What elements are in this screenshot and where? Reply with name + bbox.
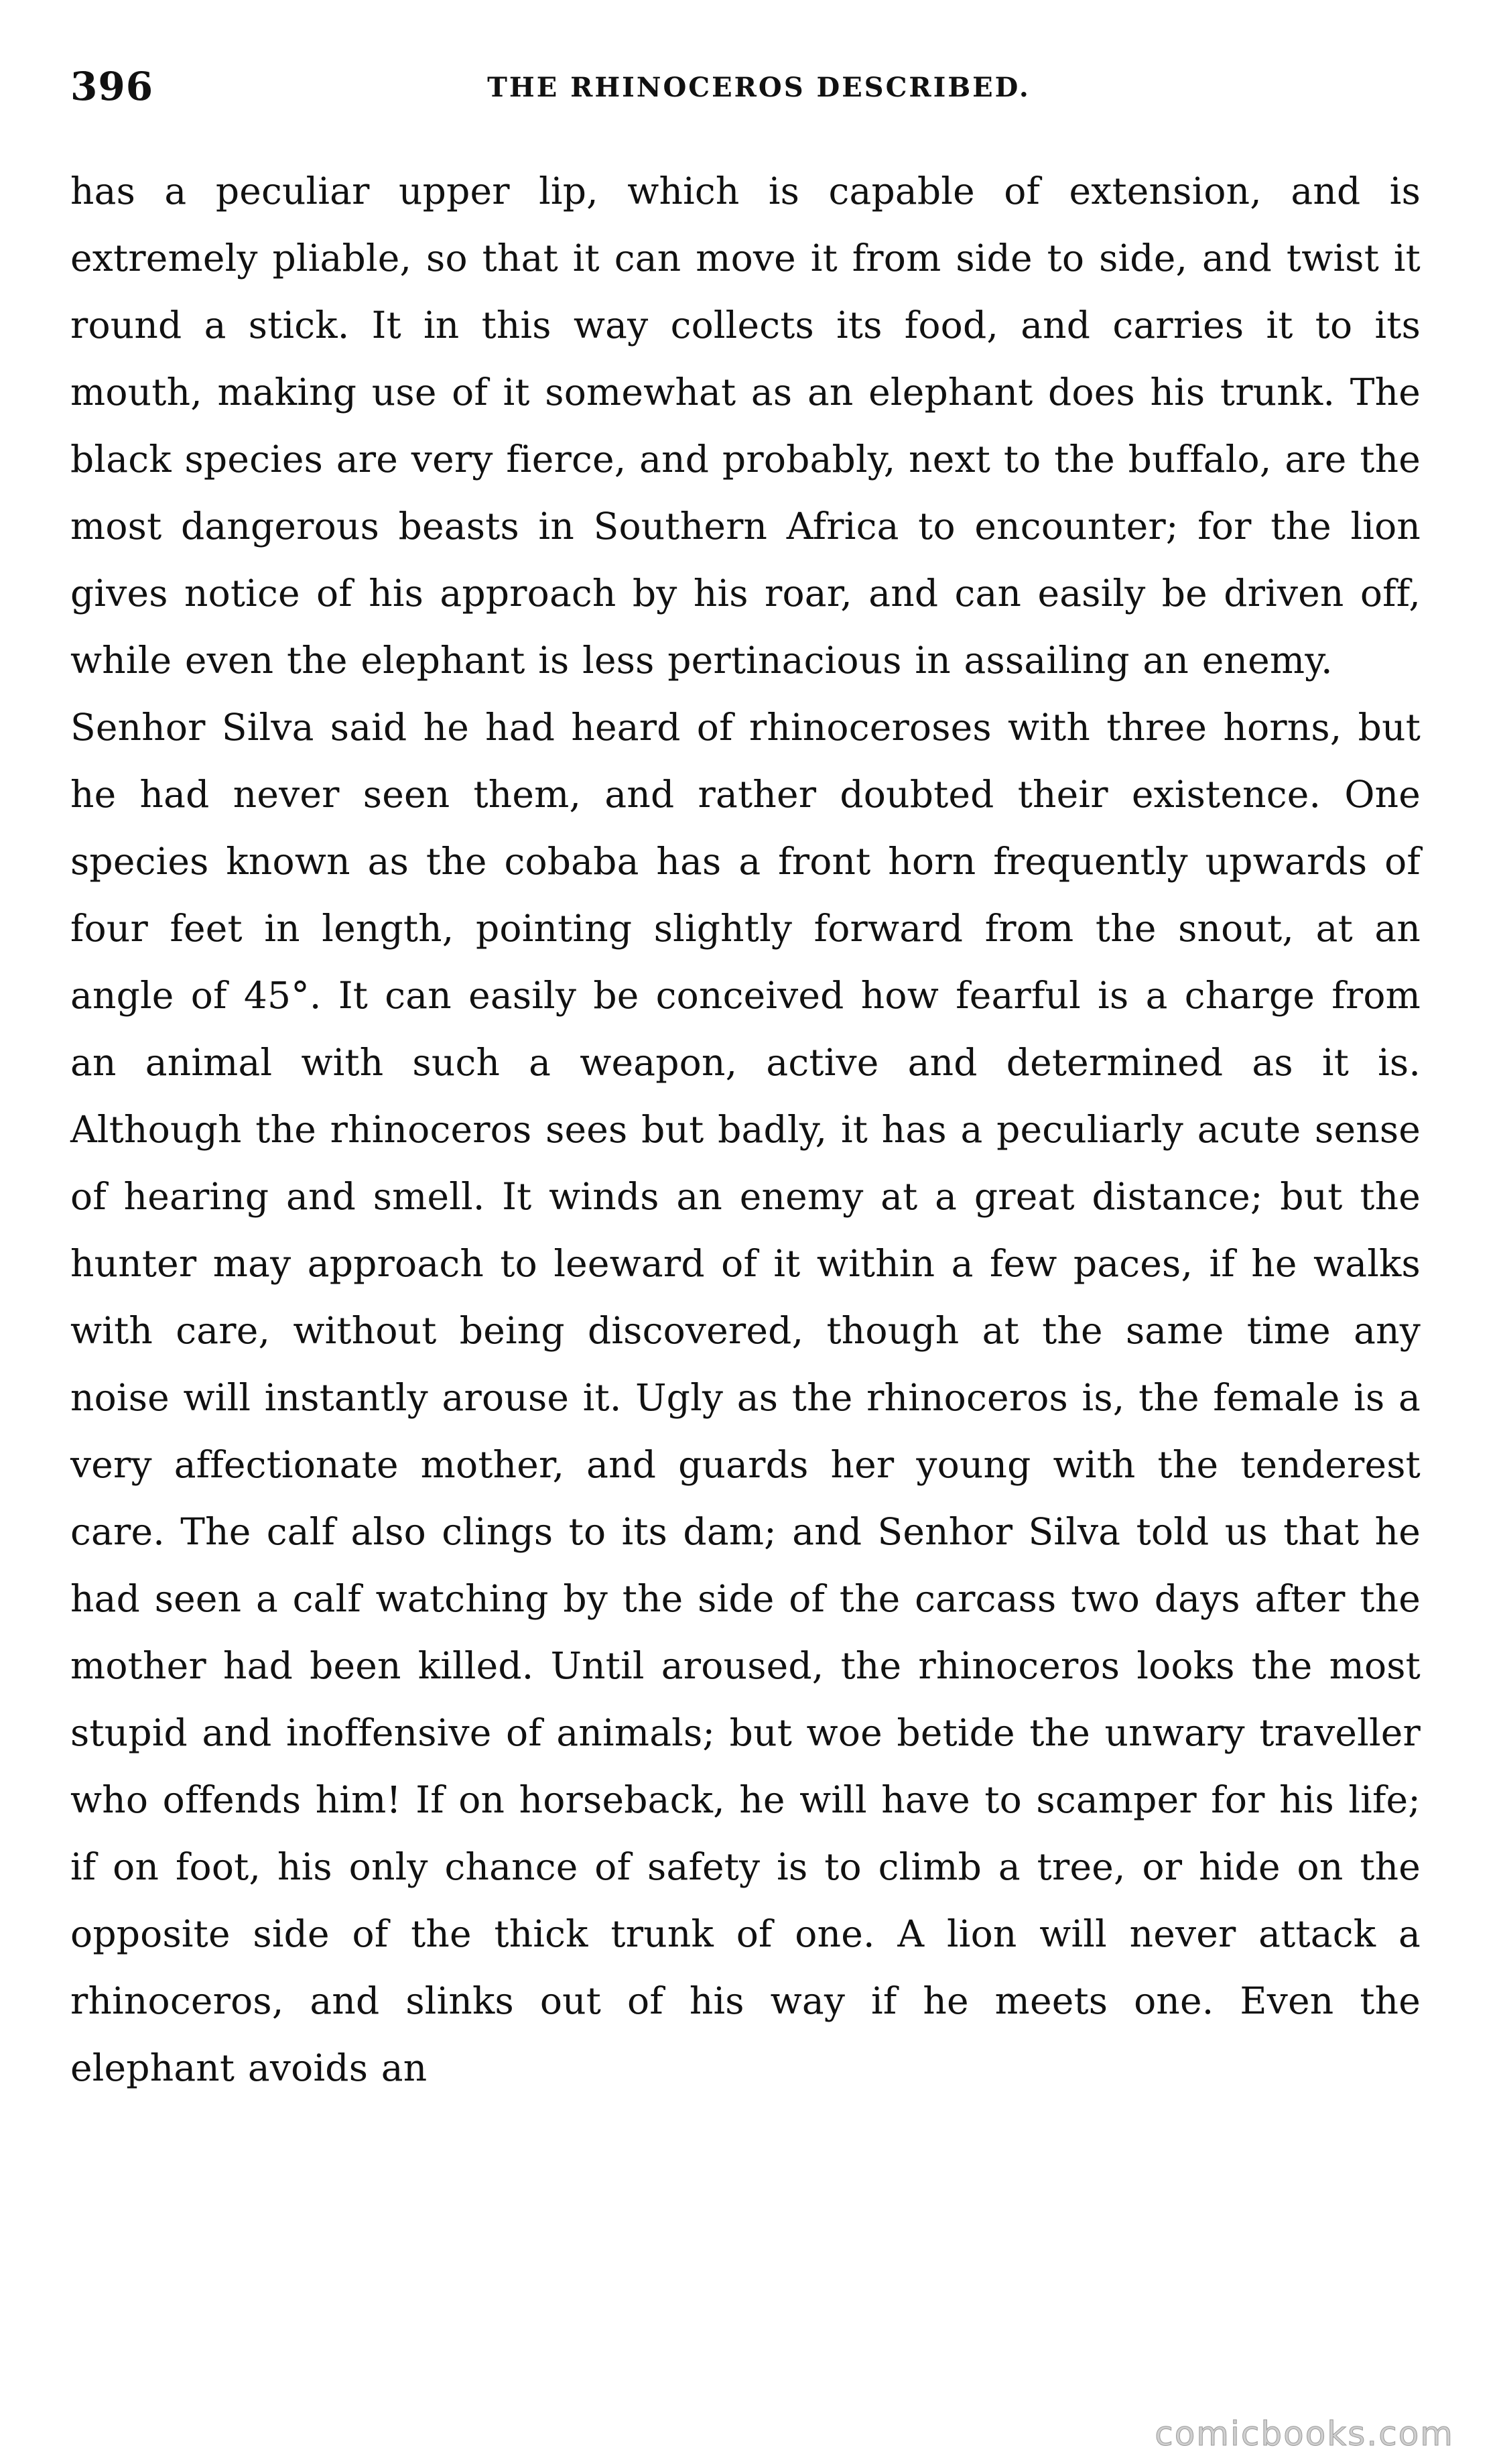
book-page — [70, 64, 1421, 2437]
body-text — [70, 158, 1421, 2101]
site-watermark: comicbooks.com — [1155, 2414, 1454, 2453]
page-header — [70, 64, 1421, 121]
running-title: THE RHINOCEROS DESCRIBED. — [487, 72, 1031, 103]
page-number: 396 — [70, 64, 154, 109]
paragraph-continued: has a peculiar upper lip, which is capable of extension, and is extremely pliable, so that it can move it from side to side, and twist it round a stick. It in this way collects its food, and carries it to its mouth, making use of it somewhat as an elephant does his trunk. The black species are very fierce, and probably, next to the buffalo, are the most dangerous beasts in Southern Africa to encounter; for the lion gives notice of his approach by his roar, and can easily be driven off, while even the elephant is less pertinacious in assailing an enemy. — [70, 170, 1421, 682]
paragraph-senhor-silva: Senhor Silva said he had heard of rhinoceroses with three horns, but he had never seen them, and rather doubted their existence. One species known as the cobaba has a front horn frequently upwards of four feet in length, pointing slightly forward from the snout, at an angle of 45°. It can easily be conceived how fearful is a charge from an animal with such a weapon, active and determined as it is. Although the rhinoceros sees but badly, it has a peculiarly acute sense of hearing and smell. It winds an enemy at a great distance; but the hunter may approach to leeward of it within a few paces, if he walks with care, without being discovered, though at the same time any noise will instantly arouse it. Ugly as the rhinoceros is, the female is a very affectionate mother, and guards her young with the tenderest care. The calf also clings to its dam; and Senhor Silva told us that he had seen a calf watching by the side of the carcass two days after the mother had been killed. Until aroused, the rhinoceros looks the most stupid and inoffensive of animals; but woe betide the unwary traveller who offends him! If on horseback, he will have to scamper for his life; if on foot, his only chance of safety is to climb a tree, or hide on the opposite side of the thick trunk of one. A lion will never attack a rhinoceros, and slinks out of his way if he meets one. Even the elephant avoids an — [70, 706, 1421, 2089]
